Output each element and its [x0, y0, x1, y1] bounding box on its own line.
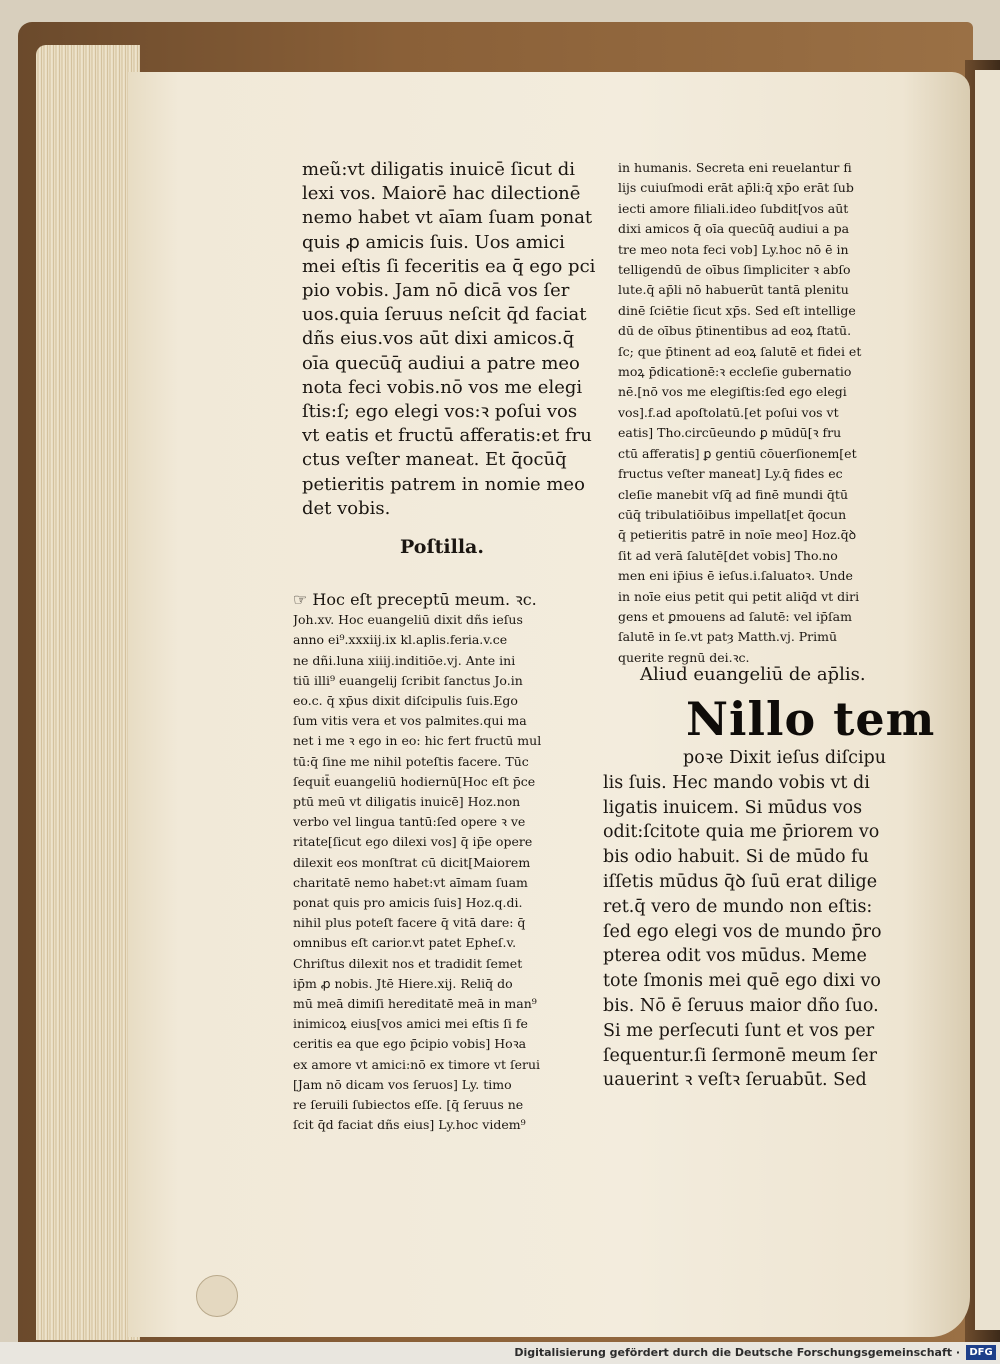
text-line: cleſie manebit vſq̄ ad finē mundi q̄tū: [618, 486, 848, 502]
text-line: moꝝ p̄dicationē:ꝛ eccleſie gubernatio: [618, 364, 852, 380]
text-line: ☞ Hoc eſt preceptū meum. ꝛc.: [293, 590, 537, 609]
text-line: ptū meū vt diligatis inuicē] Hoz.non: [293, 794, 521, 810]
text-line: meũ:vt diligatis inuicē ſicut di: [302, 159, 575, 180]
postilla-heading: Poſtilla.: [400, 536, 484, 558]
text-line: iecti amore filiali.ideo ſubdit[vos aūt: [618, 200, 849, 216]
text-line: mei eſtis ſi feceritis ea q̄ ego pci: [302, 255, 596, 277]
text-line: petieritis patrem in nomie meo: [302, 473, 585, 495]
page-hole: [196, 1275, 238, 1317]
text-line: dinē ſciētie ſicut xp̄s. Sed eſt intellige: [618, 302, 856, 318]
left-column-gospel-text: [302, 158, 602, 521]
text-line: Chriſtus dilexit nos et tradidit ſemet: [293, 955, 523, 971]
text-line: in humanis. Secreta eni reuelantur fi: [618, 160, 852, 175]
text-line: ne dñi.luna xiiij.inditiōe.vj. Ante ini: [293, 652, 516, 668]
text-line: iſſetis mūdus q̄ꝺ ſuū erat dilige: [603, 871, 878, 892]
right-column-gospel-text: [603, 746, 913, 1093]
text-line: quis ꝓ amicis ſuis. Uos amici: [302, 231, 565, 253]
text-line: mū meā dimiſi hereditatē meā in man⁹: [293, 996, 537, 1012]
text-line: verbo vel lingua tantū:ſed opere ꝛ ve: [293, 814, 526, 830]
text-line: ret.q̄ vero de mundo non eſtis:: [603, 896, 873, 917]
text-line: Joh.xv. Hoc euangeliū dixit dñs ieſus: [293, 612, 523, 628]
text-line: eo.c. q̄ xp̄us dixit diſcipulis ſuis.Ego: [293, 693, 518, 709]
aliud-heading: Aliud euangeliū de ap̄lis.: [640, 664, 866, 685]
right-column-commentary: [618, 158, 918, 668]
text-line: poꝛe Dixit ieſus diſcipu: [683, 748, 887, 768]
text-line: ſcit q̄d faciat dñs eius] Ly.hoc videm⁹: [293, 1117, 526, 1133]
text-line: lijs cuiuſmodi erāt ap̄li:q̄ xp̄o erāt ſub: [618, 180, 854, 196]
text-line: gens et ꝑmouens ad ſalutē: vel ip̄ſam: [618, 608, 852, 624]
text-line: dilexit eos monſtrat cū dicit[Maiorem: [293, 854, 531, 870]
text-line: net i me ꝛ ego in eo: hic fert fructū mul: [293, 733, 542, 749]
text-line: anno ei⁹.xxxiij.ix kl.aplis.feria.v.ce: [293, 632, 508, 648]
page-edges: [36, 45, 140, 1340]
text-line: dixi amicos q̄ oīa quecūq̄ audiui a pa: [618, 221, 850, 237]
text-line: ſc; que p̄tinent ad eoꝝ ſalutē et fidei et: [618, 343, 862, 359]
text-line: eatis] Tho.circūeundo ꝑ mūdū[ꝛ fru: [618, 425, 842, 441]
text-line: ex amore vt amici:nō ex timore vt ſerui: [293, 1056, 540, 1072]
text-line: tre meo nota feci vob] Ly.hoc nō ē in: [618, 241, 849, 257]
text-line: fructus veſter maneat] Ly.q̄ fides ec: [618, 466, 843, 482]
text-line: ſed ego elegi vos de mundo p̄ro: [603, 921, 882, 942]
text-line: odit:ſcitote quia me p̄riorem vo: [603, 822, 880, 843]
left-column-commentary: [293, 590, 598, 1135]
funding-notice: Digitalisierung gefördert durch die Deutsche Forschungsgemeinschaft ·: [514, 1346, 960, 1359]
text-line: pio vobis. Jam nō dicā vos ſer: [302, 280, 570, 302]
text-line: tiū illi⁹ euangelij ſcribit ſanctus Jo.in: [293, 672, 523, 688]
text-line: [Jam nō dicam vos ſeruos] Ly. timo: [293, 1076, 512, 1092]
text-line: pterea odit vos mūdus. Meme: [603, 946, 867, 967]
text-line: bis. Nō ē ſeruus maior dño ſuo.: [603, 995, 879, 1016]
text-line: re ſeruili ſubiectos eſſe. [q̄ ſeruus ne: [293, 1097, 524, 1113]
footer-bar: [0, 1342, 1000, 1364]
decorated-initial: Nillo tem: [686, 692, 936, 746]
text-line: ſum vitis vera et vos palmites.qui ma: [293, 713, 527, 729]
text-line: ctū afferatis] ꝑ gentiū cōuerſionem[et: [618, 445, 857, 461]
text-line: lexi vos. Maiorē hac dilectionē: [302, 183, 581, 205]
text-line: ſit ad verā ſalutē[det vobis] Tho.no: [618, 547, 838, 563]
text-line: ſtis:ſ; ego elegi vos:ꝛ poſui vos: [302, 401, 578, 423]
text-line: ponat quis pro amicis ſuis] Hoz.q.di.: [293, 895, 523, 911]
text-line: q̄ petieritis patrē in noīe meo] Hoz.q̄ꝺ: [618, 527, 857, 543]
text-line: ſequit̄ euangeliū hodiernū[Hoc eſt p̄ce: [293, 773, 536, 789]
text-line: ligatis inuicem. Si mūdus vos: [603, 797, 863, 818]
text-line: inimicoꝝ eius[vos amici mei eſtis ſi fe: [293, 1016, 528, 1032]
text-line: in noīe eius petit qui petit aliq̄d vt diri: [618, 588, 860, 604]
text-line: bis odio habuit. Si de mūdo fu: [603, 847, 869, 868]
text-line: lute.q̄ ap̄li nō habuerūt tantā plenitu: [618, 282, 849, 298]
text-line: dū de oībus p̄tinentibus ad eoꝝ ſtatū.: [618, 323, 852, 339]
text-line: omnibus eſt carior.vt patet Epheſ.v.: [293, 935, 517, 951]
text-line: ctus veſter maneat. Et q̄ocūq̄: [302, 449, 567, 471]
text-line: ip̄m ꝓ nobis. Jtē Hiere.xij. Reliq̄ do: [293, 975, 513, 991]
text-line: querite regnū dei.ꝛc.: [618, 649, 750, 665]
text-line: ritate[ſicut ego dilexi vos] q̄ ip̄e opere: [293, 834, 533, 850]
text-line: det vobis.: [302, 497, 391, 519]
text-line: tote ſmonis mei quē ego dixi vo: [603, 971, 881, 992]
text-line: vos].f.ad apoſtolatū.[et poſui vos vt: [618, 404, 839, 420]
text-line: ceritis ea que ego p̄cipio vobis] Hoꝛa: [293, 1036, 527, 1052]
text-line: men eni ip̄ius ē ieſus.i.ſaluatoꝛ. Unde: [618, 568, 853, 584]
text-line: oīa quecūq̄ audiui a patre meo: [302, 352, 580, 374]
text-line: uauerint ꝛ veſtꝛ ſeruabūt. Sed: [603, 1070, 867, 1091]
text-line: uos.quia ſeruus neſcit q̄d faciat: [302, 304, 587, 326]
text-line: telligendū de oībus ſimpliciter ꝛ abſo: [618, 262, 851, 278]
facing-page-edge: [975, 70, 1000, 1330]
text-line: vt eatis et fructū afferatis:et fru: [302, 425, 592, 447]
text-line: Si me perſecuti ſunt et vos per: [603, 1020, 875, 1041]
text-line: ſalutē in ſe.vt patȝ Matth.vj. Primū: [618, 629, 838, 645]
text-line: nē.[nō vos me elegiſtis:ſed ego elegi: [618, 384, 847, 400]
text-line: nemo habet vt aīam ſuam ponat: [302, 207, 593, 229]
text-line: dñs eius.vos aūt dixi amicos.q̄: [302, 328, 575, 350]
text-line: cūq̄ tribulatiōibus impellat[et q̄ocun: [618, 506, 847, 522]
text-line: ſequentur.ſi ſermonē meum ſer: [603, 1045, 877, 1066]
text-line: nota feci vobis.nō vos me elegi: [302, 376, 583, 398]
dfg-logo: DFG: [966, 1345, 996, 1360]
text-line: lis ſuis. Hec mando vobis vt di: [603, 772, 870, 793]
text-line: tū:q̄ ſine me nihil poteſtis facere. Tūc: [293, 753, 529, 769]
text-line: nihil plus poteſt facere q̄ vitā dare: q̄: [293, 915, 526, 931]
text-line: charitatē nemo habet:vt aīmam ſuam: [293, 874, 528, 890]
